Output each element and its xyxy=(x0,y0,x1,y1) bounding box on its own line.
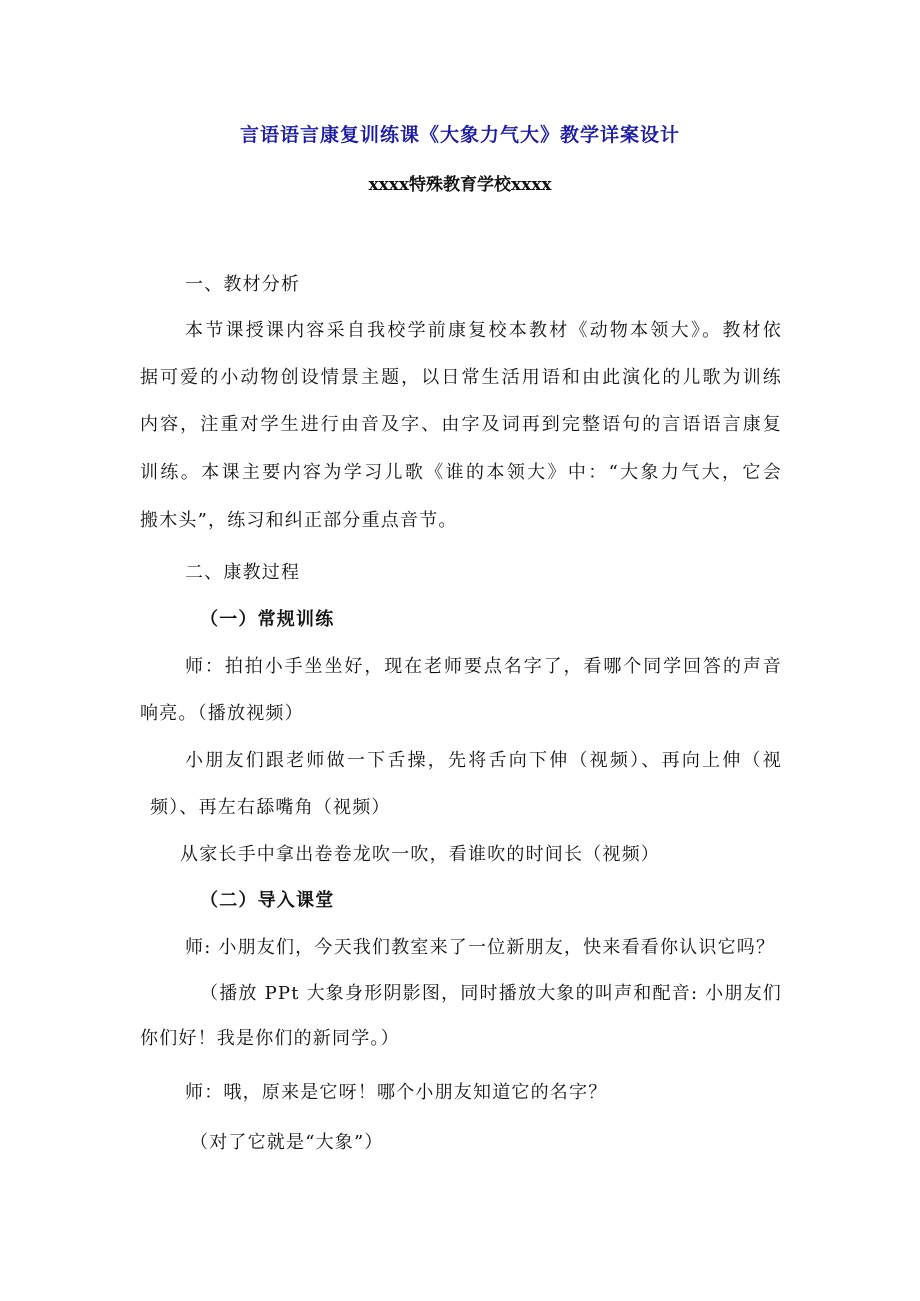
paragraph-line: （播放 PPt 大象身形阴影图，同时播放大象的叫声和配音: 小朋友们 xyxy=(200,983,782,1004)
paragraph-line: （对了它就是“大象”） xyxy=(190,1132,384,1153)
subsection-heading-introduction: （二）导入课堂 xyxy=(200,890,335,911)
paragraph-line: 师: 小朋友们，今天我们教室来了一位新朋友，快来看看你认识它吗？ xyxy=(185,937,776,958)
school-name: xxxx特殊教育学校xxxx xyxy=(368,175,552,195)
section-heading-teaching-process: 二、康教过程 xyxy=(185,562,301,583)
paragraph-line: 训练。本课主要内容为学习儿歌《谁的本领大》中：“大象力气大，它会 xyxy=(140,462,782,483)
paragraph-line: 本节课授课内容采自我校学前康复校本教材《动物本领大》。教材依 xyxy=(185,320,782,341)
paragraph-line: 师：拍拍小手坐坐好，现在老师要点名字了，看哪个同学回答的声音 xyxy=(185,656,782,677)
paragraph-line: 从家长手中拿出卷卷龙吹一吹，看谁吹的时间长（视频） xyxy=(180,844,660,865)
paragraph-line: 搬木头”，练习和纠正部分重点音节。 xyxy=(140,510,458,531)
paragraph-line: 师：哦，原来是它呀！哪个小朋友知道它的名字？ xyxy=(185,1082,608,1103)
paragraph-line: 你们好！我是你们的新同学。） xyxy=(140,1028,400,1049)
paragraph-line: 内容，注重对学生进行由音及字、由字及词再到完整语句的言语语言康复 xyxy=(140,414,782,435)
paragraph-line: 小朋友们跟老师做一下舌操，先将舌向下伸（视频）、再向上伸（视 xyxy=(185,750,782,771)
paragraph-line: 据可爱的小动物创设情景主题，以日常生活用语和由此演化的儿歌为训练 xyxy=(140,367,782,388)
subsection-heading-routine-training: （一）常规训练 xyxy=(200,609,335,630)
section-heading-textbook-analysis: 一、教材分析 xyxy=(185,274,301,295)
paragraph-line: 响亮。（播放视频） xyxy=(140,703,304,724)
document-title: 言语语言康复训练课《大象力气大》教学详案设计 xyxy=(239,124,680,146)
paragraph-line: 频）、再左右舔嘴角（视频） xyxy=(150,797,391,818)
